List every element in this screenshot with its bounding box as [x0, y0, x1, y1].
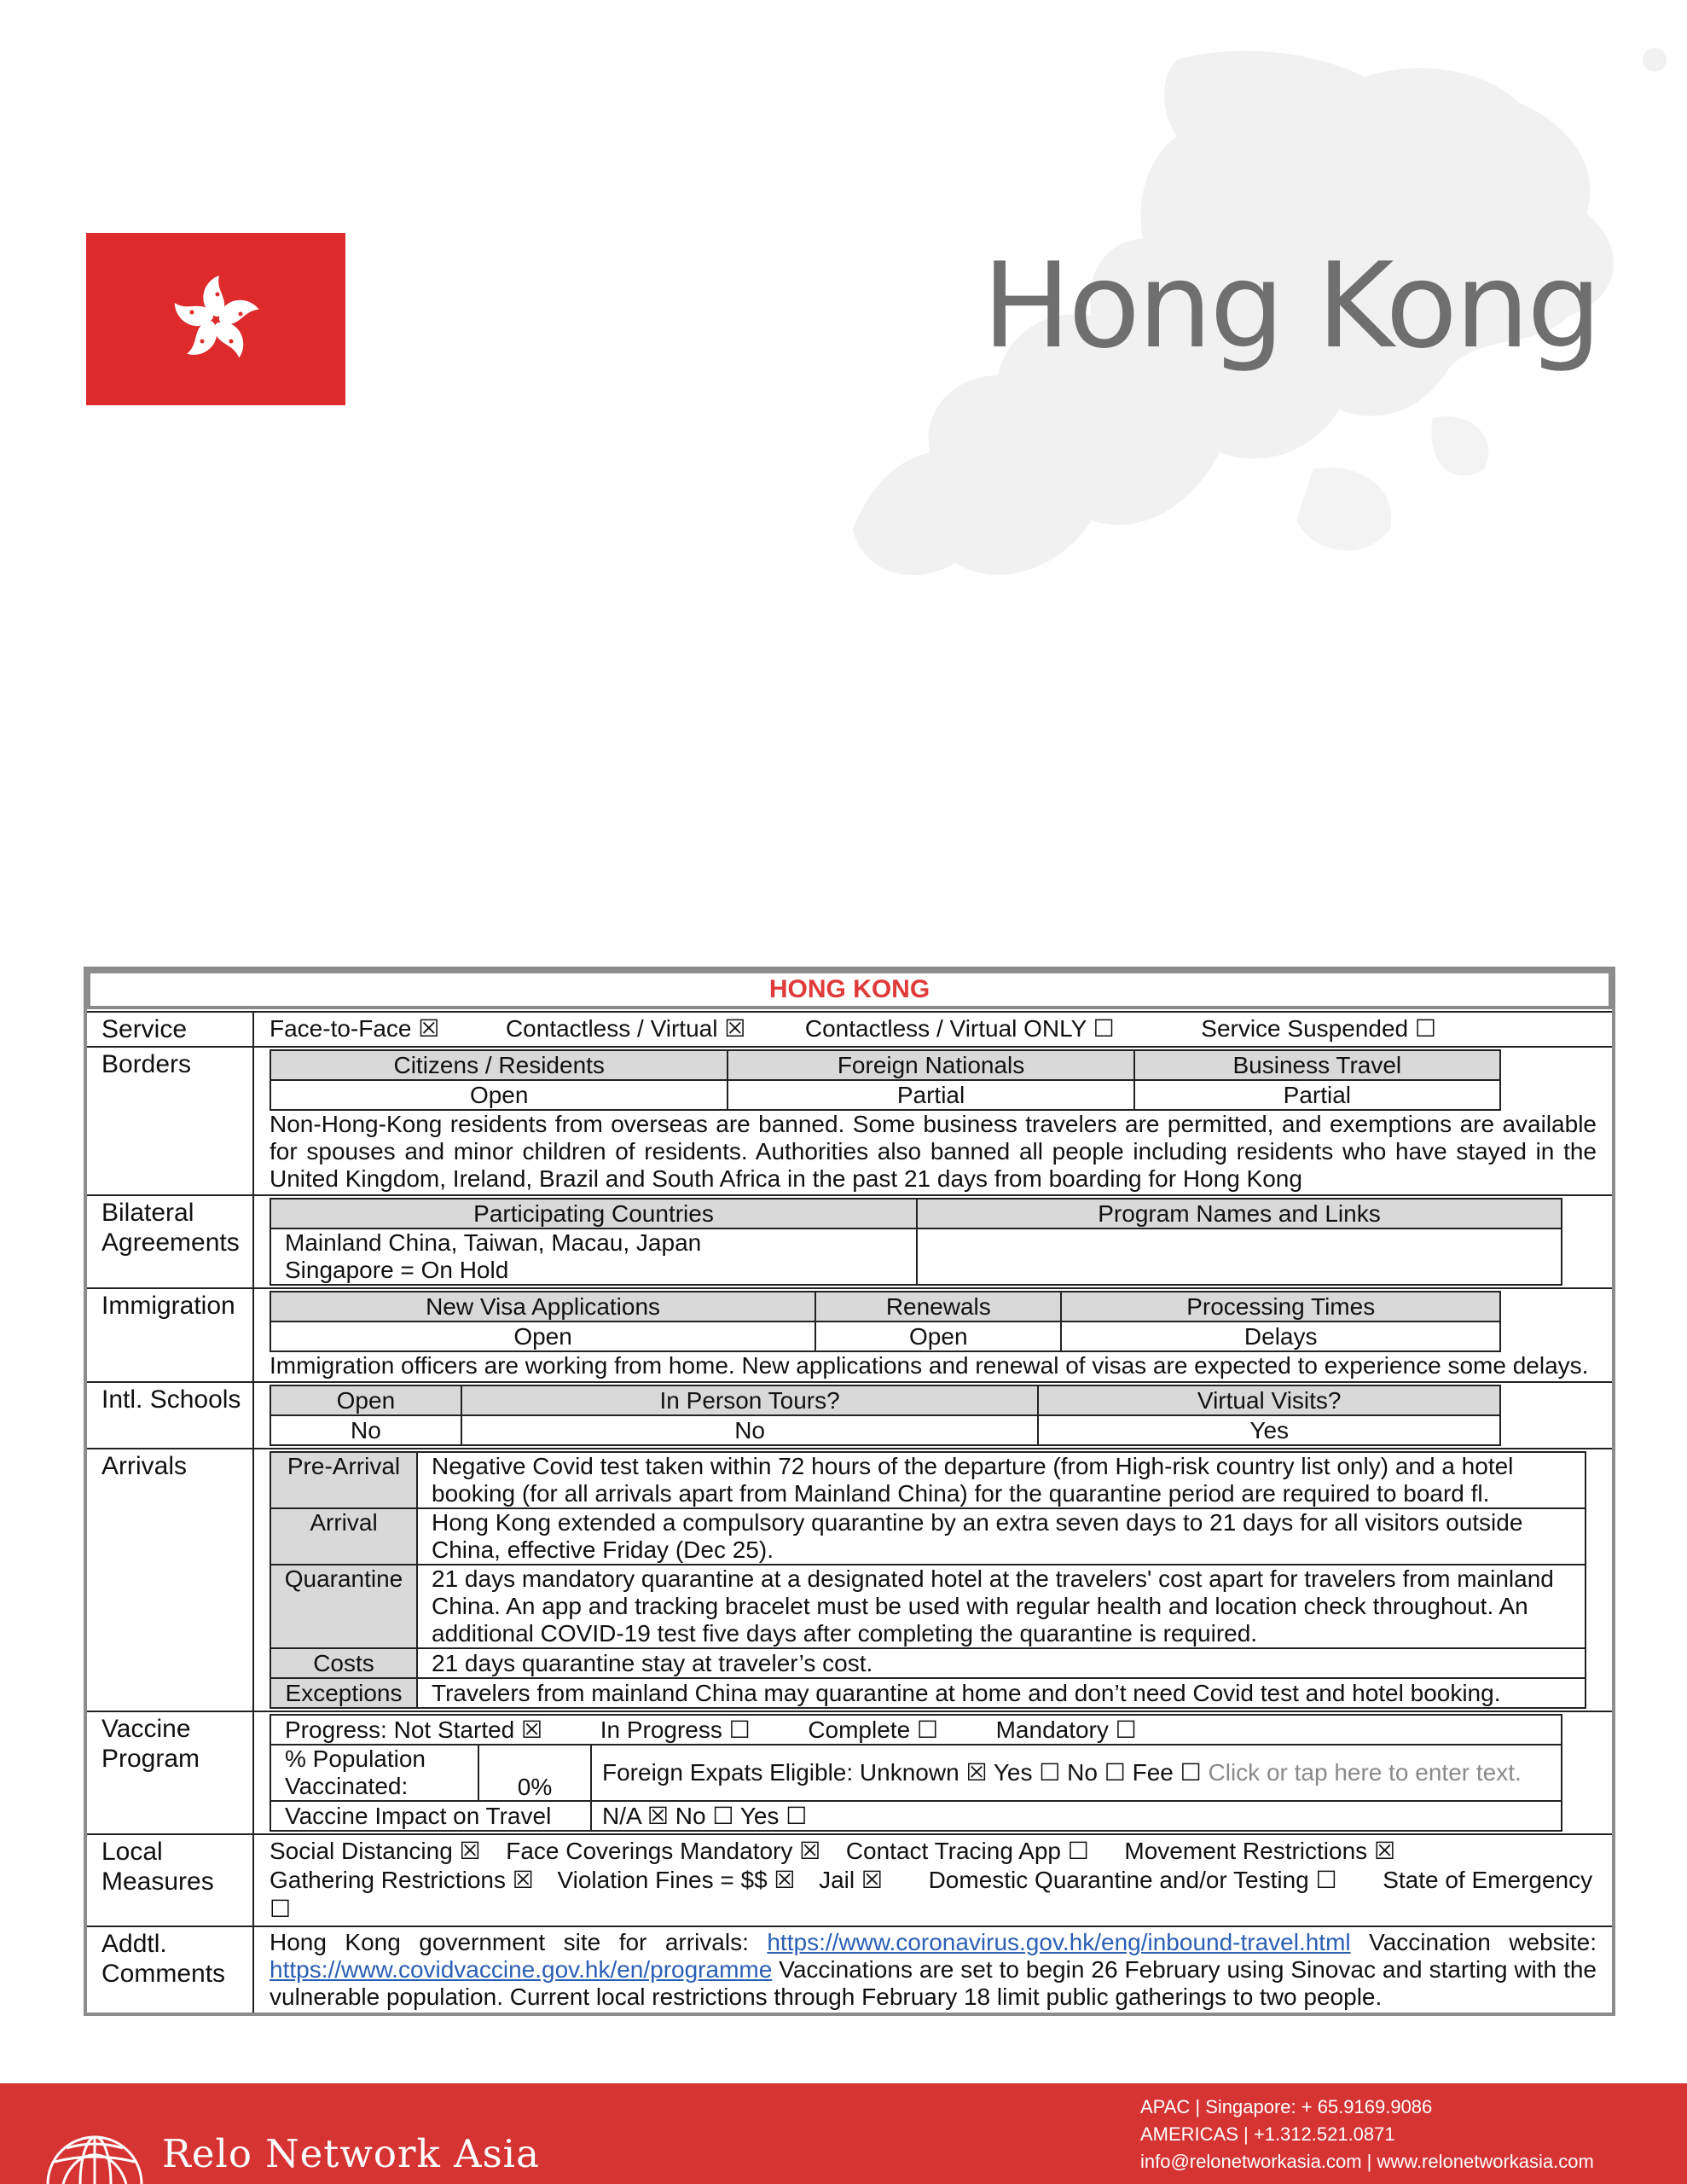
- label-line: Bilateral: [101, 1199, 194, 1227]
- brand-name: Relo Network Asia: [162, 2131, 540, 2176]
- measure-item: Contact Tracing App ☐: [845, 1838, 1089, 1864]
- column-header: Open: [270, 1385, 461, 1415]
- text-entry-placeholder[interactable]: Click or tap here to enter text.: [1208, 1759, 1522, 1786]
- column-header: Program Names and Links: [917, 1199, 1562, 1228]
- bauhinia-icon: [165, 269, 267, 371]
- table-cell: Delays: [1061, 1321, 1500, 1351]
- immigration-row: [87, 1287, 1612, 1381]
- arrival-stage-label: Exceptions: [270, 1678, 417, 1708]
- column-header: Processing Times: [1061, 1292, 1500, 1321]
- arrival-stage-label: Costs: [270, 1648, 417, 1678]
- table-cell: Open: [815, 1321, 1061, 1351]
- table-cell: Open: [270, 1080, 728, 1110]
- column-header: Virtual Visits?: [1038, 1385, 1500, 1415]
- measure-item: State of Emergency ☐: [270, 1867, 1593, 1922]
- table-cell: Partial: [1134, 1080, 1500, 1110]
- expats-options: Foreign Expats Eligible: Unknown ☒ Yes ☐ No ☐ Fee ☐: [602, 1759, 1202, 1786]
- service-face-to-face: Face-to-Face ☒: [270, 1015, 440, 1042]
- row-label: Service: [87, 1013, 254, 1046]
- label-line: Vaccine: [101, 1715, 191, 1743]
- immigration-grid: [270, 1291, 1501, 1352]
- participating-countries: [270, 1228, 917, 1285]
- americas-phone: AMERICAS | +1.312.521.0871: [1140, 2123, 1395, 2145]
- column-header: Renewals: [815, 1292, 1061, 1321]
- service-row: [87, 1011, 1612, 1046]
- borders-note: Non-Hong-Kong residents from overseas are banned. Some business travelers are permitted, and exemptions are available for spouses and minor children of residents. Authorities also banned all people including residents who have stayed in the United Kingdom, Ireland, Brazil and South Africa in the past 21 days from boarding for Hong Kong: [270, 1111, 1597, 1192]
- row-label: Immigration: [87, 1289, 254, 1381]
- column-header: Participating Countries: [270, 1199, 917, 1228]
- label-line: Local: [101, 1838, 163, 1866]
- email-website: info@relonetworkasia.com | www.relonetworkasia.com: [1140, 2151, 1594, 2172]
- row-label: Intl. Schools: [87, 1383, 254, 1448]
- row-label: [87, 1712, 254, 1833]
- comment-text: Vaccination website:: [1369, 1929, 1597, 1955]
- footer-bar: [0, 2083, 1687, 2184]
- table-cell: No: [461, 1415, 1039, 1445]
- additional-comments: [254, 1927, 1612, 2013]
- progress-complete: Complete ☐: [808, 1716, 939, 1743]
- column-header: Business Travel: [1134, 1050, 1500, 1080]
- arrival-stage-label: Quarantine: [270, 1565, 417, 1648]
- comment-text: Hong Kong government site for arrivals:: [270, 1929, 749, 1955]
- borders-grid: [270, 1049, 1501, 1111]
- schools-grid: [270, 1385, 1501, 1446]
- label-line: Addtl.: [101, 1930, 167, 1958]
- row-label: Arrivals: [87, 1449, 254, 1711]
- progress-in-progress: In Progress ☐: [600, 1716, 751, 1743]
- table-cell: Yes: [1038, 1415, 1500, 1445]
- measure-item: Face Coverings Mandatory ☒: [506, 1838, 821, 1864]
- label-line: Measures: [101, 1867, 214, 1896]
- schools-row: [87, 1381, 1612, 1448]
- label-line: Agreements: [101, 1228, 240, 1257]
- table-cell: Partial: [728, 1080, 1133, 1110]
- progress-not-started: Not Started ☒: [393, 1716, 543, 1743]
- service-contactless-only: Contactless / Virtual ONLY ☐: [804, 1015, 1115, 1042]
- measure-item: Jail ☒: [819, 1867, 884, 1893]
- program-names-cell: [917, 1228, 1562, 1285]
- page-title: Hong Kong: [982, 237, 1599, 375]
- label-line: Comments: [101, 1960, 226, 1988]
- label-line: % Population: [285, 1745, 426, 1772]
- service-suspended: Service Suspended ☐: [1201, 1015, 1436, 1042]
- service-contactless: Contactless / Virtual ☒: [505, 1015, 746, 1042]
- contact-info: [1140, 2094, 1594, 2175]
- measure-item: Domestic Quarantine and/or Testing ☐: [928, 1867, 1337, 1893]
- globe-logo-icon: [38, 2095, 148, 2184]
- local-measures-line: [270, 1866, 1612, 1924]
- foreign-expats-eligible: [591, 1745, 1562, 1801]
- bilateral-row: [87, 1194, 1612, 1287]
- row-label: [87, 1196, 254, 1287]
- arrival-stage-label: Arrival: [270, 1508, 417, 1565]
- vaccine-row: [87, 1711, 1612, 1833]
- measure-item: Social Distancing ☒: [270, 1838, 481, 1864]
- country-status-table: [84, 967, 1615, 2016]
- comments-row: [87, 1926, 1612, 2013]
- local-measures-row: [87, 1833, 1612, 1926]
- vaccine-impact-label: Vaccine Impact on Travel: [270, 1801, 591, 1831]
- arrival-stage-text: Travelers from mainland China may quarantine at home and don’t need Covid test and hotel booking.: [417, 1678, 1586, 1708]
- comment-text: Vaccinations are set to begin 26 February using Sinovac and starting with the vulnerable population. Current local restrictions through February 18 limit public gatherings to two people.: [270, 1956, 1597, 2010]
- bilateral-grid: [270, 1198, 1562, 1286]
- measure-item: Gathering Restrictions ☒: [270, 1867, 534, 1893]
- row-label: [87, 1835, 254, 1926]
- row-label: [87, 1927, 254, 2013]
- table-cell: Open: [270, 1321, 815, 1351]
- immigration-note: Immigration officers are working from home. New applications and renewal of visas are expected to experience some delays.: [270, 1352, 1589, 1379]
- column-header: In Person Tours?: [461, 1385, 1039, 1415]
- countries-line: Singapore = On Hold: [285, 1257, 509, 1283]
- arrival-stage-label: Pre-Arrival: [270, 1452, 417, 1508]
- measure-item: Movement Restrictions ☒: [1124, 1838, 1396, 1864]
- vaccination-link[interactable]: https://www.covidvaccine.gov.hk/en/programme: [270, 1956, 773, 1983]
- arrival-stage-text: Negative Covid test taken within 72 hours of the departure (from High-risk country list only) and a hotel booking (for all arrivals apart from Mainland China) for the quarantine period are required to board fl.: [417, 1452, 1586, 1508]
- population-vaccinated-label: [270, 1745, 478, 1801]
- local-measures-line: [270, 1837, 1612, 1866]
- arrival-stage-text: 21 days quarantine stay at traveler’s cost.: [417, 1648, 1586, 1678]
- arrivals-link[interactable]: https://www.coronavirus.gov.hk/eng/inbound-travel.html: [767, 1929, 1351, 1955]
- apac-phone: APAC | Singapore: + 65.9169.9086: [1140, 2096, 1433, 2117]
- label-line: Program: [101, 1745, 200, 1773]
- column-header: New Visa Applications: [270, 1292, 815, 1321]
- borders-row: [87, 1046, 1612, 1194]
- label-line: Vaccinated:: [285, 1773, 409, 1799]
- table-title: HONG KONG: [87, 970, 1612, 1009]
- arrivals-grid: [270, 1451, 1586, 1709]
- column-header: Citizens / Residents: [270, 1050, 728, 1080]
- progress-label: Progress:: [285, 1716, 387, 1743]
- column-header: Foreign Nationals: [728, 1050, 1133, 1080]
- row-label: Borders: [87, 1048, 254, 1194]
- vaccine-grid: [270, 1714, 1562, 1832]
- measure-item: Violation Fines = $$ ☒: [557, 1867, 796, 1893]
- table-cell: No: [270, 1415, 461, 1445]
- countries-line: Mainland China, Taiwan, Macau, Japan: [285, 1229, 702, 1256]
- progress-mandatory: Mandatory ☐: [995, 1716, 1137, 1743]
- arrivals-row: [87, 1448, 1612, 1711]
- arrival-stage-text: Hong Kong extended a compulsory quarantine by an extra seven days to 21 days for all visitors outside China, effective Friday (Dec 25).: [417, 1508, 1586, 1565]
- vaccine-impact-value: N/A ☒ No ☐ Yes ☐: [591, 1801, 1562, 1831]
- vaccine-progress: [270, 1715, 1562, 1745]
- arrival-stage-text: 21 days mandatory quarantine at a designated hotel at the travelers' cost apart for travelers from mainland China. An app and tracking bracelet must be used with regular health and location check throughout. An additional COVID-19 test five days after completing the quarantine is required.: [417, 1565, 1586, 1648]
- hong-kong-flag: [86, 233, 345, 405]
- population-vaccinated-value: 0%: [478, 1745, 591, 1801]
